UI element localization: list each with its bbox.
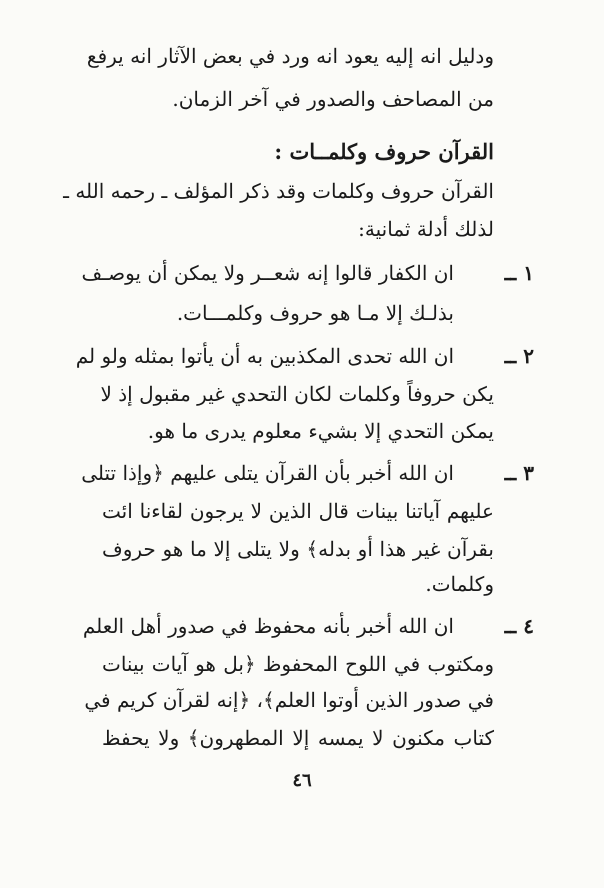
evidence-line: عليهم آياتنا بينات قال الذين لا يرجون لقاءنا ائت	[102, 499, 494, 523]
intro-line: من المصاحف والصدور في آخر الزمان.	[172, 87, 494, 111]
evidence-line: ان الله أخبر بأن القرآن يتلى عليهم ﴿وإذا تتلى	[81, 461, 454, 485]
section-heading: القرآن حروف وكلمــات :	[274, 139, 494, 164]
intro-line: ودليل انه إليه يعود انه ورد في بعض الآثار انه يرفع	[86, 44, 494, 68]
evidence-line: وكلمات.	[425, 572, 494, 596]
evidence-line: ان الله تحدى المكذبين به أن يأتوا بمثله ولو لم	[75, 344, 454, 368]
evidence-line: ان الله أخبر بأنه محفوظ في صدور أهل العلم	[82, 614, 454, 638]
evidence-number: ١ ــ	[504, 261, 534, 285]
evidence-line: ومكتوب في اللوح المحفوظ ﴿بل هو آيات بينات	[102, 652, 494, 676]
evidence-number: ٢ ــ	[504, 344, 534, 368]
evidence-line: يكن حروفاً وكلمات لكان التحدي غير مقبول إذ لا	[100, 382, 494, 406]
evidence-line: يمكن التحدي إلا بشيء معلوم يدرى ما هو.	[147, 419, 494, 443]
evidence-line: بقرآن غير هذا أو بدله﴾ ولا يتلى إلا ما هو حروف	[102, 537, 494, 561]
section-line: لذلك أدلة ثمانية:	[358, 217, 494, 241]
page-number: ٤٦	[292, 770, 312, 791]
evidence-line: كتاب مكنون لا يمسه إلا المطهرون﴾ ولا يحفظ	[102, 726, 494, 750]
evidence-number: ٤ ــ	[504, 614, 534, 638]
evidence-line: في صدور الذين أوتوا العلم﴾، ﴿إنه لقرآن كريم في	[84, 688, 494, 712]
evidence-line: بذلـك إلا مـا هو حروف وكلمـــات.	[176, 301, 454, 325]
section-line: القرآن حروف وكلمات وقد ذكر المؤلف ـ رحمه الله ـ	[63, 179, 494, 203]
evidence-number: ٣ ــ	[504, 461, 534, 485]
evidence-line: ان الكفار قالوا إنه شعــر ولا يمكن أن يوصـف	[81, 261, 454, 285]
